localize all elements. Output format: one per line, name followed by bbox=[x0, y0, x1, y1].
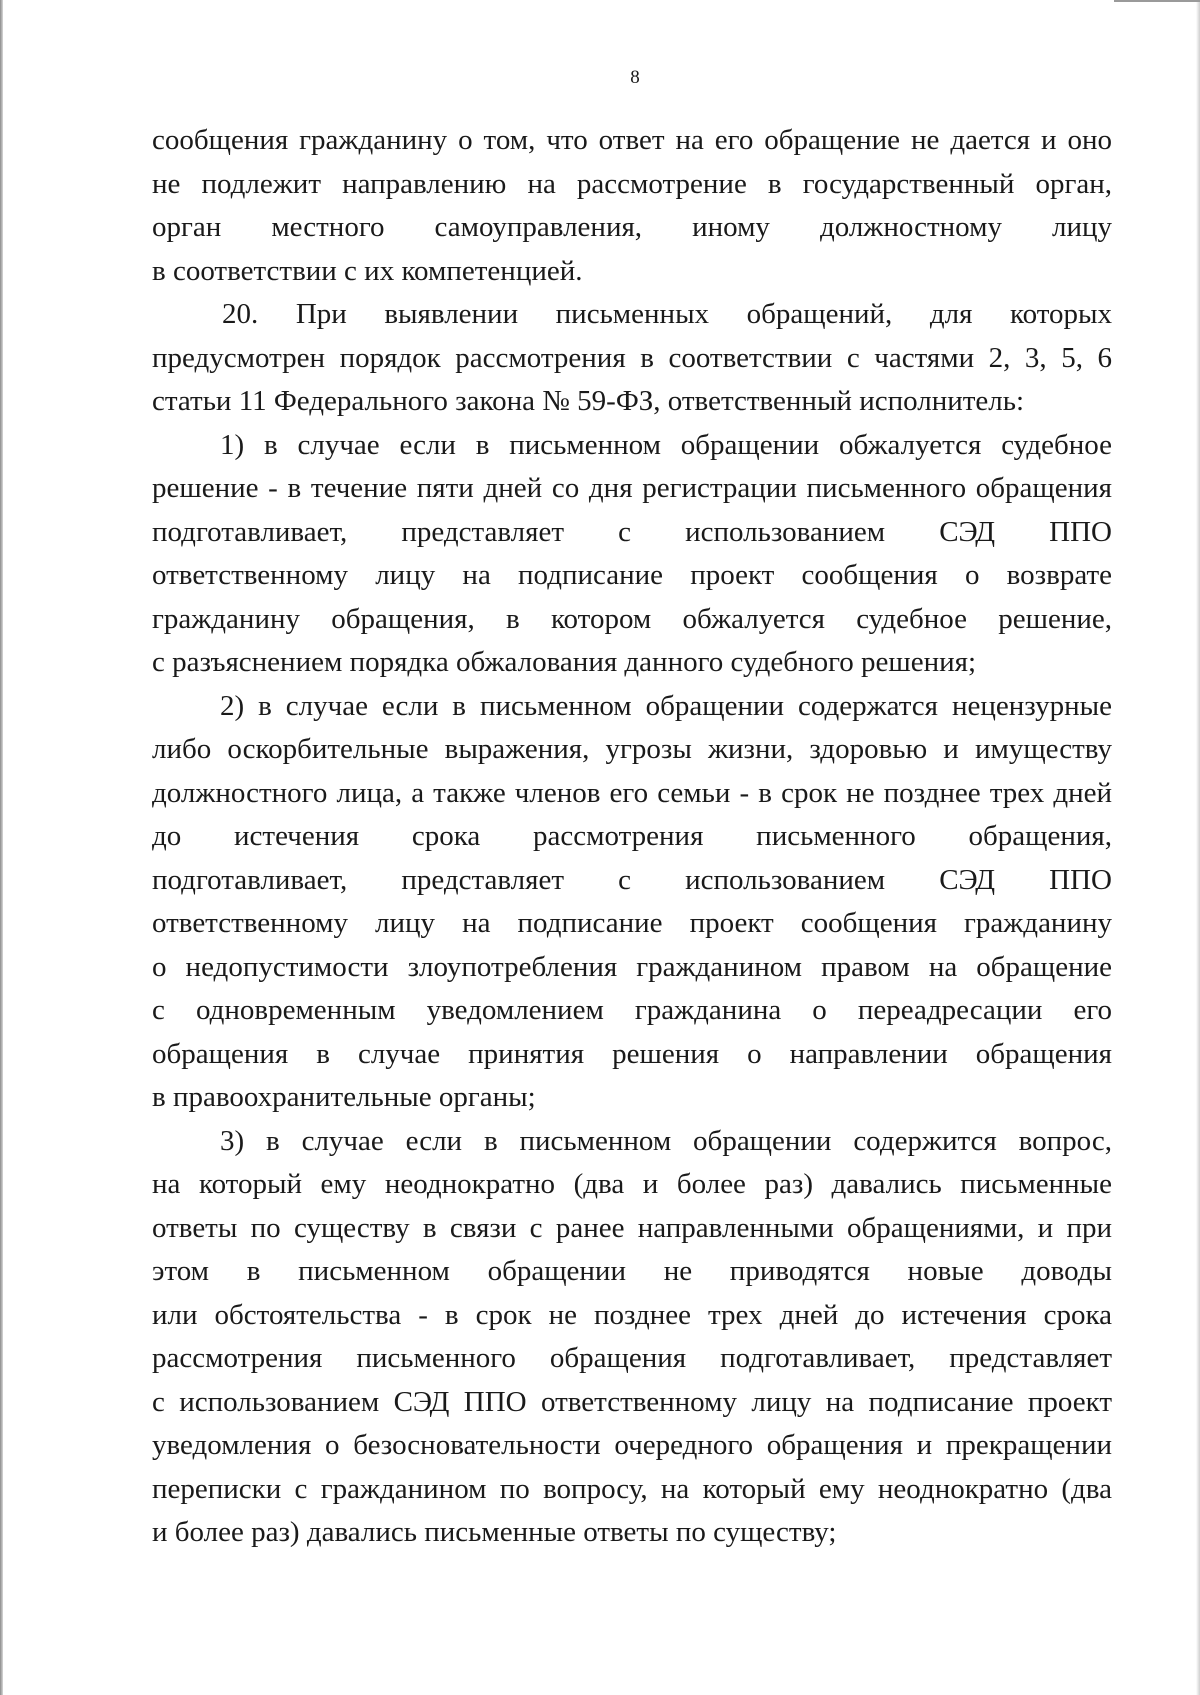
text-line: подготавливает, представляет с использованием СЭД ППО bbox=[152, 863, 1112, 896]
paragraph-subitem-3 bbox=[152, 1120, 1112, 1555]
text-line: 1) в случае если в письменном обращении обжалуется судебное bbox=[220, 428, 1112, 461]
text-line: обращения в случае принятия решения о направлении обращения bbox=[152, 1037, 1112, 1070]
text-line: до истечения срока рассмотрения письменного обращения, bbox=[152, 820, 1112, 852]
text-line: статьи 11 Федерального закона № 59-ФЗ, ответственный исполнитель: bbox=[152, 385, 1025, 417]
text-line: не подлежит направлению на рассмотрение в государственный орган, bbox=[152, 167, 1112, 200]
document-body bbox=[152, 119, 1112, 1555]
text-line: с использованием СЭД ППО ответственному лицу на подписание проект bbox=[152, 1385, 1112, 1418]
text-line: либо оскорбительные выражения, угрозы жизни, здоровью и имуществу bbox=[152, 733, 1112, 765]
text-line: в правоохранительные органы; bbox=[152, 1081, 536, 1113]
text-line: предусмотрен порядок рассмотрения в соответствии с частями 2, 3, 5, 6 bbox=[152, 341, 1112, 374]
text-line: должностного лица, а также членов его семьи - в срок не позднее трех дней bbox=[152, 776, 1112, 809]
text-line: ответы по существу в связи с ранее направленными обращениями, и при bbox=[152, 1211, 1112, 1244]
text-line: подготавливает, представляет с использованием СЭД ППО bbox=[152, 515, 1112, 548]
scan-edge-right bbox=[1196, 0, 1200, 1695]
paragraph-item-20 bbox=[152, 293, 1112, 424]
scan-edge-left bbox=[0, 0, 3, 1695]
text-line: орган местного самоуправления, иному должностному лицу bbox=[152, 211, 1112, 243]
text-line: переписки с гражданином по вопросу, на который ему неоднократно (два bbox=[152, 1472, 1112, 1505]
text-line: сообщения гражданину о том, что ответ на его обращение не дается и оно bbox=[152, 124, 1112, 156]
text-line: или обстоятельства - в срок не позднее трех дней до истечения срока bbox=[152, 1298, 1112, 1331]
text-line: 3) в случае если в письменном обращении содержится вопрос, bbox=[220, 1124, 1112, 1157]
text-line: решение - в течение пяти дней со дня регистрации письменного обращения bbox=[152, 472, 1112, 504]
paragraph-continuation bbox=[152, 119, 1112, 293]
text-line: 2) в случае если в письменном обращении содержатся нецензурные bbox=[220, 689, 1112, 722]
text-line: на который ему неоднократно (два и более раз) давались письменные bbox=[152, 1168, 1112, 1200]
text-line: гражданину обращения, в котором обжалуется судебное решение, bbox=[152, 602, 1112, 635]
page-number: 8 bbox=[630, 67, 640, 88]
text-line: с одновременным уведомлением гражданина о переадресации его bbox=[152, 994, 1112, 1026]
text-line: и более раз) давались письменные ответы по существу; bbox=[152, 1516, 837, 1548]
text-line: ответственному лицу на подписание проект сообщения гражданину bbox=[152, 907, 1112, 939]
text-line: 20. При выявлении письменных обращений, для которых bbox=[222, 298, 1112, 330]
paragraph-subitem-1 bbox=[152, 424, 1112, 685]
text-line: уведомления о безосновательности очередного обращения и прекращении bbox=[152, 1429, 1112, 1461]
text-line: с разъяснением порядка обжалования данного судебного решения; bbox=[152, 646, 977, 678]
text-line: ответственному лицу на подписание проект сообщения о возврате bbox=[152, 559, 1112, 591]
paragraph-subitem-2 bbox=[152, 685, 1112, 1120]
text-line: этом в письменном обращении не приводятся новые доводы bbox=[152, 1255, 1112, 1287]
scan-edge-top-right bbox=[1114, 0, 1200, 2]
text-line: о недопустимости злоупотребления гражданином правом на обращение bbox=[152, 950, 1112, 983]
text-line: рассмотрения письменного обращения подготавливает, представляет bbox=[152, 1342, 1112, 1374]
text-line: в соответствии с их компетенцией. bbox=[152, 254, 583, 287]
